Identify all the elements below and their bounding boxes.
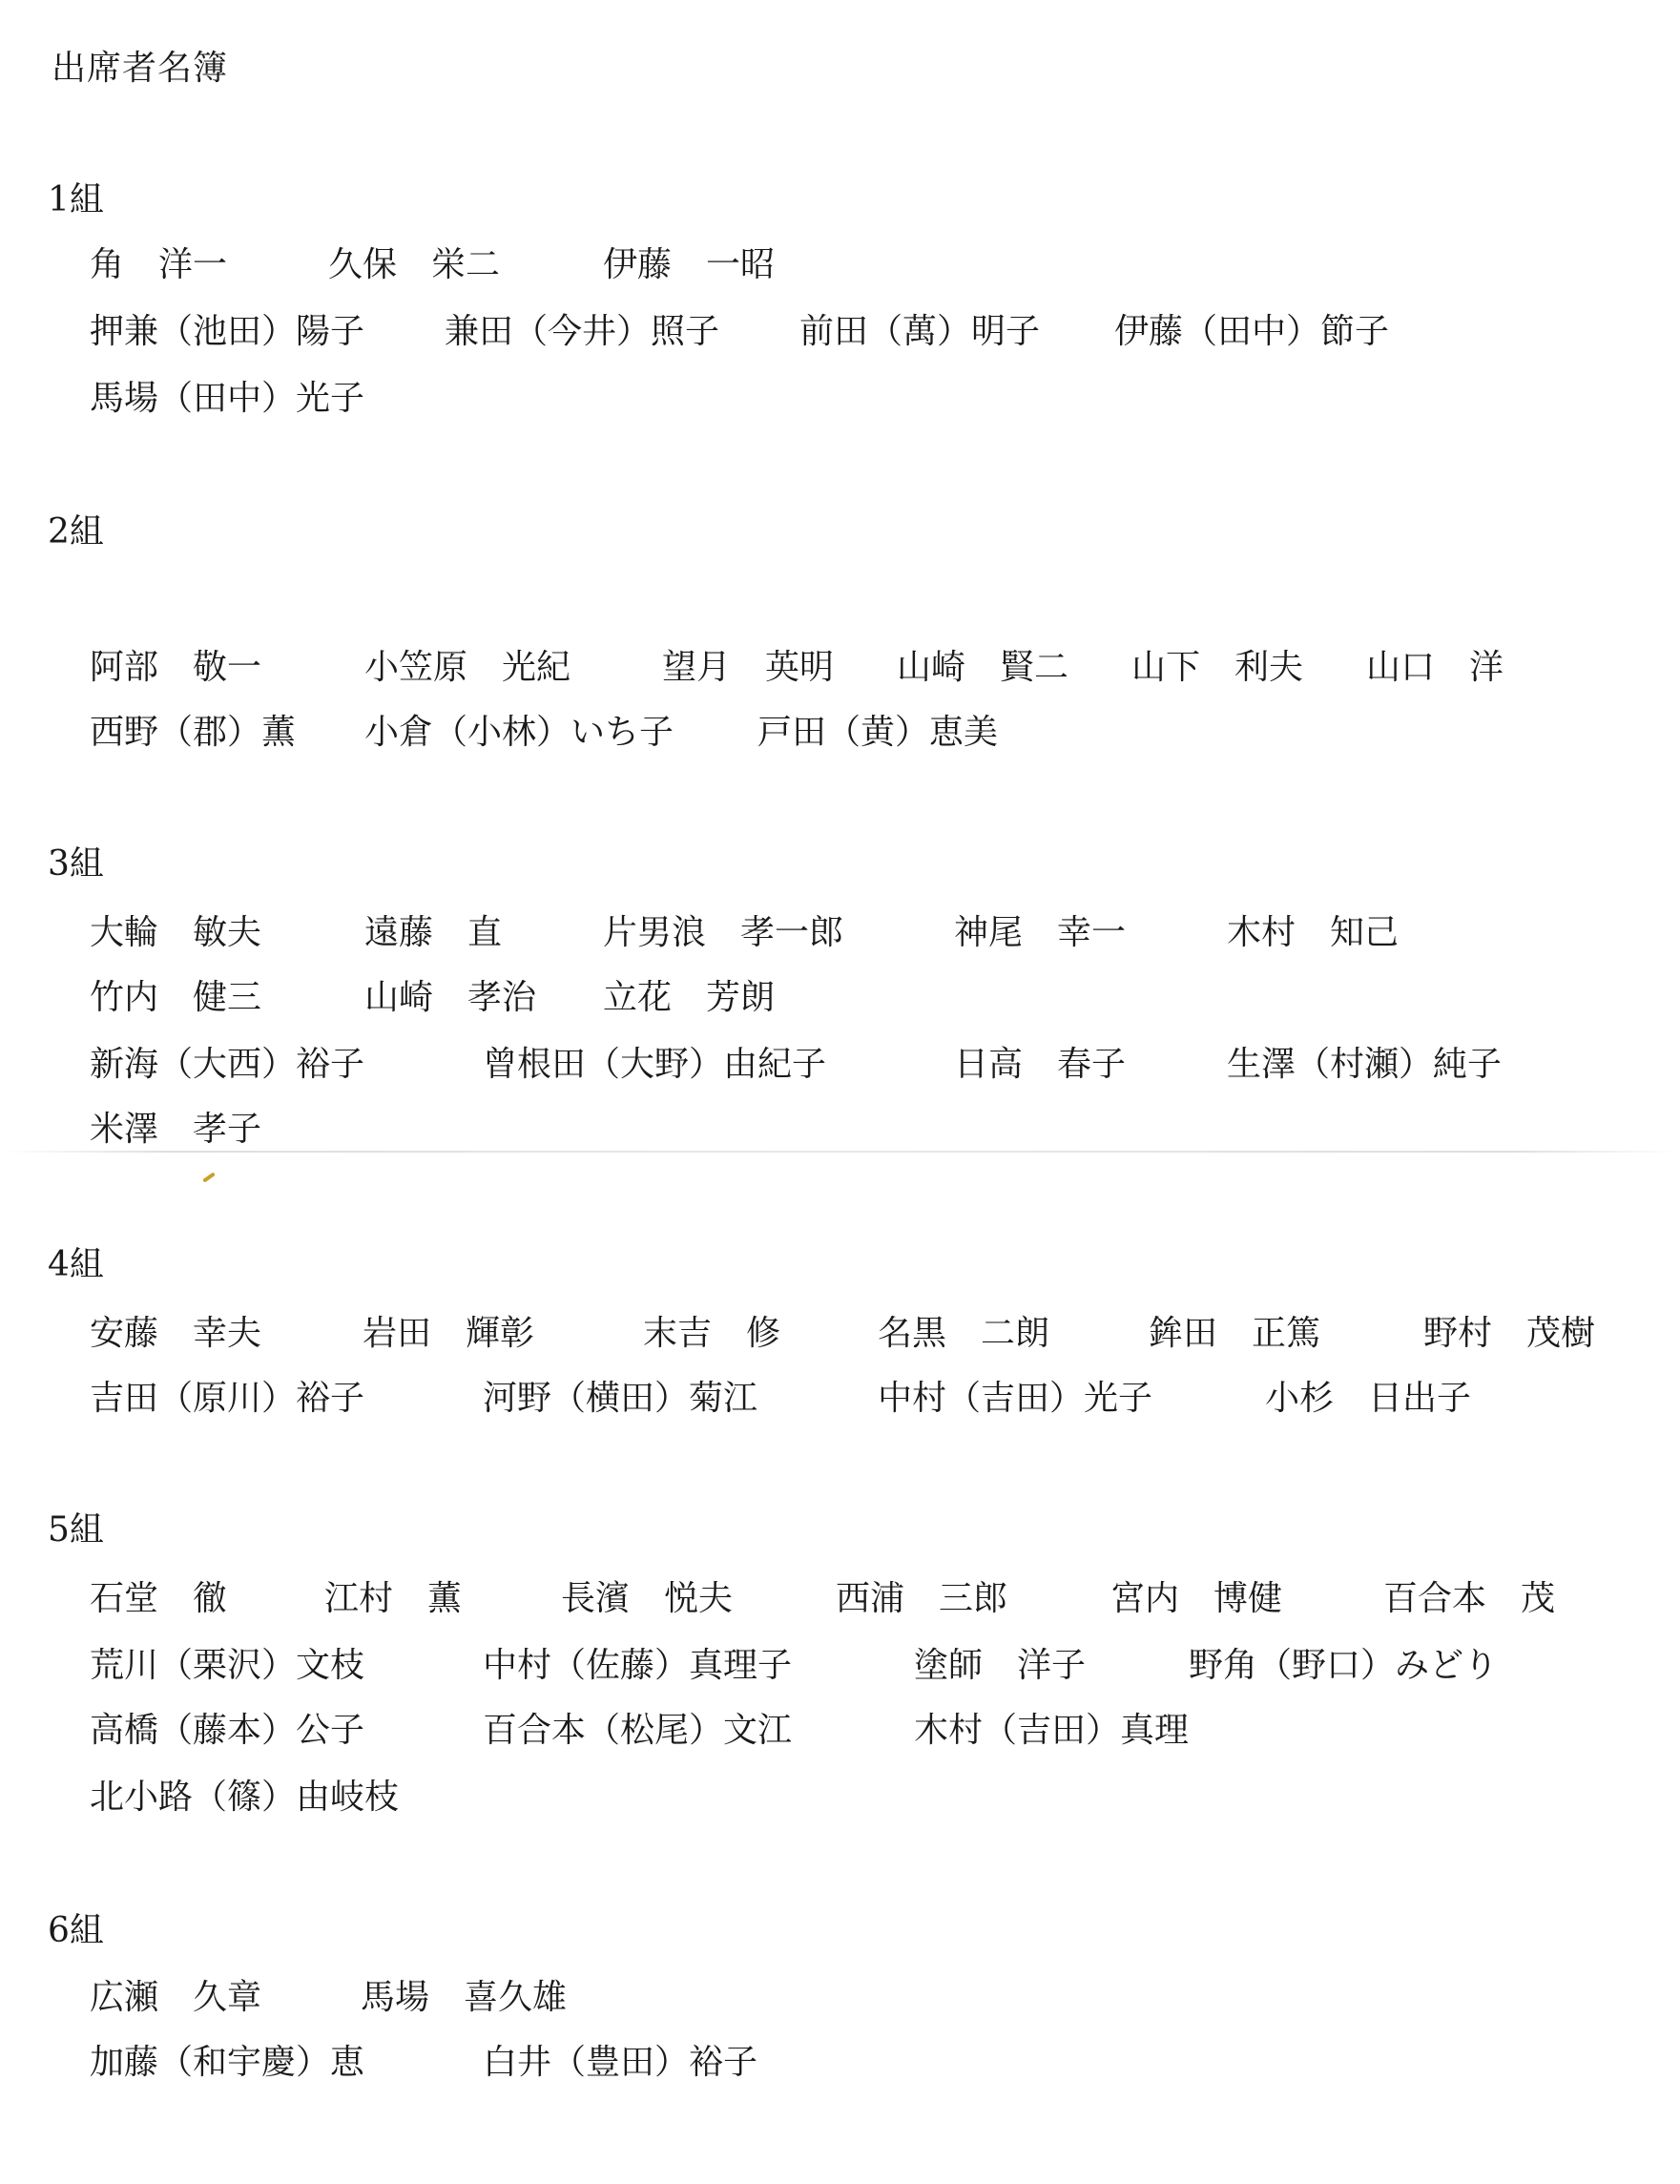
attendee-name: 山崎 賢二: [897, 648, 1069, 687]
document-title: 出席者名簿: [52, 49, 229, 88]
attendee-name: 山口 洋: [1366, 648, 1504, 687]
attendee-name: 竹内 健三: [90, 978, 262, 1017]
attendee-name: 兼田（今井）照子: [445, 312, 720, 351]
attendee-name: 立花 芳朗: [603, 978, 776, 1017]
attendee-name: 中村（佐藤）真理子: [483, 1646, 793, 1685]
attendee-name: 山崎 孝治: [364, 978, 537, 1017]
attendee-name: 加藤（和宇慶）恵: [90, 2043, 365, 2082]
attendee-name: 大輪 敏夫: [90, 913, 262, 952]
attendee-name: 新海（大西）裕子: [90, 1045, 365, 1084]
attendee-name: 神尾 幸一: [954, 913, 1127, 952]
attendee-name: 遠藤 直: [364, 913, 503, 952]
attendee-name: 西浦 三郎: [836, 1579, 1008, 1618]
attendee-name: 望月 英明: [662, 648, 835, 687]
attendee-name: 日高 春子: [954, 1045, 1127, 1084]
attendee-name: 名黒 二朗: [878, 1314, 1050, 1353]
attendee-name: 生澤（村瀬）純子: [1227, 1045, 1503, 1084]
attendee-name: 馬場（田中）光子: [90, 379, 365, 418]
group-heading-1: 1組: [48, 180, 104, 219]
group-heading-3: 3組: [48, 844, 104, 884]
attendee-name: 長濱 悦夫: [561, 1579, 734, 1618]
attendee-name: 前田（萬）明子: [799, 312, 1041, 351]
attendee-name: 江村 薫: [324, 1579, 463, 1618]
attendee-name: 高橋（藤本）公子: [90, 1711, 365, 1750]
group-heading-5: 5組: [48, 1510, 104, 1550]
group-heading-6: 6組: [48, 1911, 104, 1950]
attendee-name: 阿部 敬一: [90, 648, 262, 687]
attendee-name: 山下 利夫: [1131, 648, 1304, 687]
attendee-name: 野角（野口）みどり: [1189, 1646, 1499, 1685]
attendee-name: 石堂 徹: [90, 1579, 228, 1618]
attendee-name: 白井（豊田）裕子: [483, 2043, 758, 2082]
attendee-name: 百合本 茂: [1383, 1579, 1556, 1618]
attendee-name: 北小路（篠）由岐枝: [90, 1778, 400, 1817]
attendee-name: 小倉（小林）いち子: [364, 713, 674, 752]
attendee-name: 吉田（原川）裕子: [90, 1379, 365, 1418]
attendee-name: 小杉 日出子: [1265, 1379, 1472, 1418]
attendee-name: 塗師 洋子: [914, 1646, 1087, 1685]
attendee-name: 野村 茂樹: [1423, 1314, 1596, 1353]
attendee-name: 中村（吉田）光子: [878, 1379, 1153, 1418]
scan-speck: [202, 1172, 216, 1182]
attendee-name: 曾根田（大野）由紀子: [483, 1045, 827, 1084]
attendee-name: 木村 知己: [1227, 913, 1400, 952]
group-heading-2: 2組: [48, 512, 104, 551]
attendee-name: 小笠原 光紀: [364, 648, 571, 687]
attendee-name: 末吉 修: [643, 1314, 781, 1353]
attendee-name: 伊藤 一昭: [603, 245, 776, 284]
attendee-name: 百合本（松尾）文江: [483, 1711, 793, 1750]
attendee-name: 荒川（栗沢）文枝: [90, 1646, 365, 1685]
attendee-name: 片男浪 孝一郎: [603, 913, 844, 952]
attendee-name: 河野（横田）菊江: [483, 1379, 758, 1418]
attendee-name: 広瀬 久章: [90, 1978, 262, 2017]
attendee-name: 米澤 孝子: [90, 1110, 262, 1149]
attendee-name: 西野（郡）薫: [90, 713, 297, 752]
attendee-name: 岩田 輝彰: [363, 1314, 535, 1353]
attendee-name: 角 洋一: [90, 245, 228, 284]
attendee-name: 戸田（黄）恵美: [757, 713, 999, 752]
attendee-name: 宮内 博健: [1110, 1579, 1283, 1618]
attendee-name: 鉾田 正篤: [1149, 1314, 1321, 1353]
scan-fold-line: [0, 1151, 1680, 1153]
attendee-name: 押兼（池田）陽子: [90, 312, 365, 351]
attendee-name: 安藤 幸夫: [90, 1314, 262, 1353]
attendee-name: 馬場 喜久雄: [361, 1978, 568, 2017]
attendee-name: 久保 栄二: [328, 245, 501, 284]
group-heading-4: 4組: [48, 1245, 104, 1284]
attendee-name: 木村（吉田）真理: [914, 1711, 1190, 1750]
attendee-name: 伊藤（田中）節子: [1114, 312, 1390, 351]
